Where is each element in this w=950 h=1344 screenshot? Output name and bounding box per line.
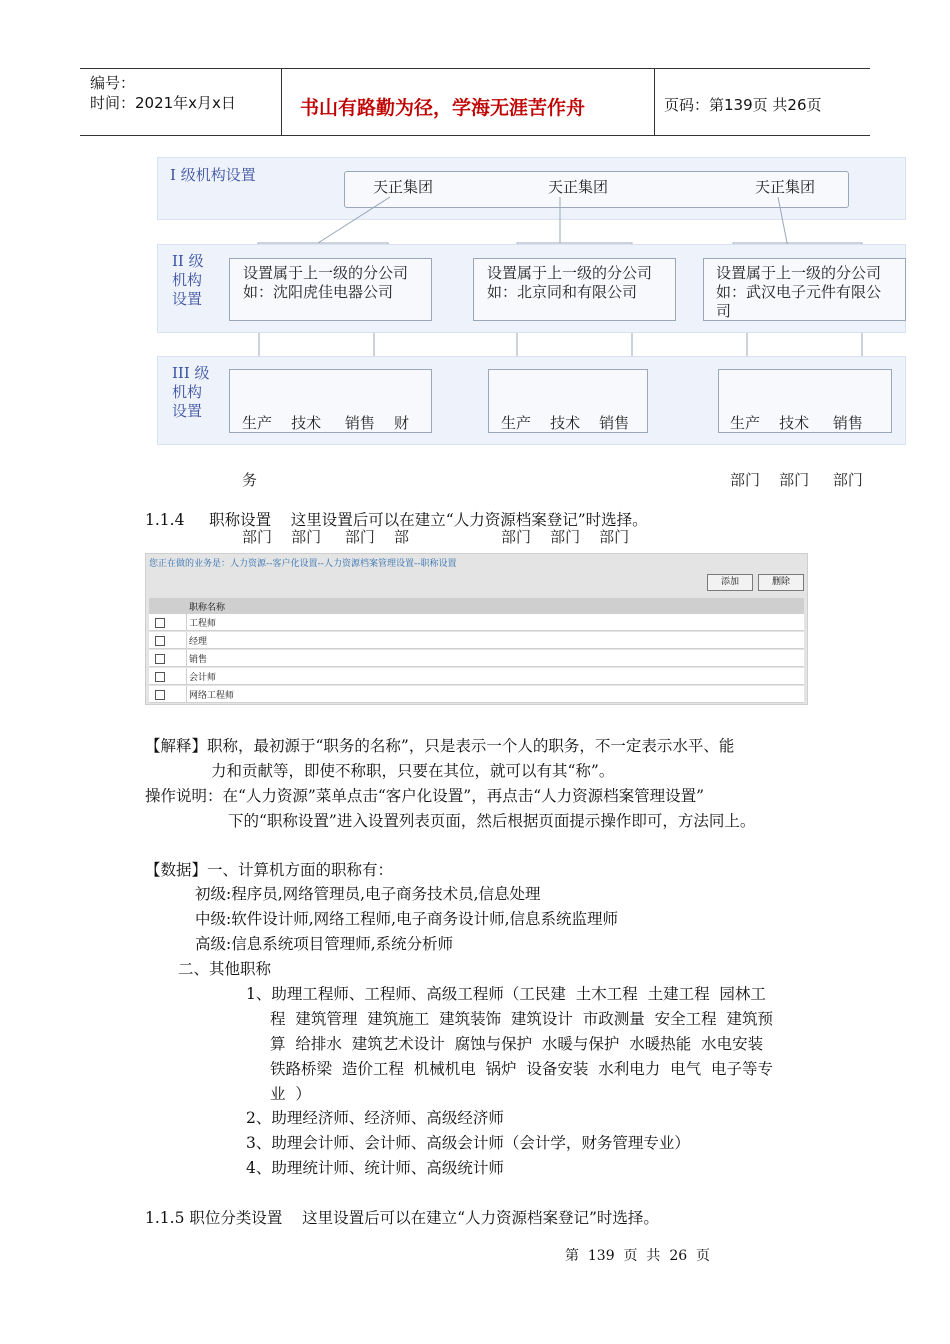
data-senior: 高级:信息系统项目管理师,系统分析师 xyxy=(195,935,454,953)
box-line: 设置属于上一级的分公司 xyxy=(243,264,409,282)
box-line: 生产 技术 销售 xyxy=(730,414,863,432)
item1-line: 1、助理工程师、工程师、高级工程师（工民建 土木工程 土建工程 园林工 xyxy=(246,985,766,1003)
header-page-info: 页码：第139页 共26页 xyxy=(664,96,822,114)
box-line: 部门 部门 部门 部 xyxy=(242,528,409,546)
item3: 3、助理会计师、会计师、高级会计师（会计学，财务管理专业） xyxy=(246,1134,690,1152)
explanation-line: 力和贡献等，即使不称职，只要在其位，就可以有其“称”。 xyxy=(211,762,615,780)
row-title: 工程师 xyxy=(189,619,217,629)
table-row[interactable] xyxy=(149,632,804,649)
row-checkbox[interactable] xyxy=(155,618,165,628)
box-line: 设置属于上一级的分公司 xyxy=(716,264,882,282)
row-title: 经理 xyxy=(189,637,208,647)
level2-box-text xyxy=(487,264,652,302)
table-row[interactable] xyxy=(149,650,804,667)
add-button[interactable]: 添加 xyxy=(707,574,753,591)
cell-separator xyxy=(186,686,187,702)
item1-line: 业 ） xyxy=(270,1085,311,1103)
box-line: 生产 技术 销售 xyxy=(501,414,630,432)
item4: 4、助理统计师、统计师、高级统计师 xyxy=(246,1159,504,1177)
row-checkbox[interactable] xyxy=(155,690,165,700)
box-line: 如：北京同和有限公司 xyxy=(487,283,638,301)
document-date: 时间：2021年x月x日 xyxy=(90,94,236,112)
operation-line: 操作说明：在“人力资源”菜单点击“客户化设置”，再点击“人力资源档案管理设置” xyxy=(145,787,705,805)
cell-separator xyxy=(186,632,187,648)
cell-separator xyxy=(186,614,187,630)
data-title: 【数据】一、计算机方面的职称有： xyxy=(145,861,394,879)
level2-label-line: 设置 xyxy=(172,290,203,308)
other-titles-heading: 二、其他职称 xyxy=(178,960,272,978)
level3-label-line: 设置 xyxy=(172,402,203,420)
document-number: 编号： xyxy=(90,74,136,92)
box-line: 生产 技术 销售 财 xyxy=(242,414,409,432)
operation-line: 下的“职称设置”进入设置列表页面，然后根据页面提示操作即可，方法同上。 xyxy=(228,812,756,830)
row-checkbox[interactable] xyxy=(155,672,165,682)
cell-separator xyxy=(186,668,187,684)
cell-separator xyxy=(186,650,187,666)
row-title: 网络工程师 xyxy=(189,691,235,701)
level2-label-line: II 级 xyxy=(172,252,204,270)
level3-label xyxy=(172,364,210,421)
item1-line: 程 建筑管理 建筑施工 建筑装饰 建筑设计 市政测量 安全工程 建筑预 xyxy=(270,1010,773,1028)
table-header-row xyxy=(149,598,804,615)
level1-item: 天正集团 xyxy=(373,178,434,196)
row-checkbox[interactable] xyxy=(155,636,165,646)
box-line: 如：沈阳虎佳电器公司 xyxy=(243,283,394,301)
item1-line: 铁路桥梁 造价工程 机械机电 锅炉 设备安装 水利电力 电气 电子等专 xyxy=(270,1060,773,1078)
level3-label-line: 机构 xyxy=(172,383,203,401)
data-middle: 中级:软件设计师,网络工程师,电子商务设计师,信息系统监理师 xyxy=(195,910,619,928)
level2-label xyxy=(172,252,204,309)
data-junior: 初级:程序员,网络管理员,电子商务技术员,信息处理 xyxy=(195,885,541,903)
section-115-heading: 1.1.5 职位分类设置 这里设置后可以在建立“人力资源档案登记”时选择。 xyxy=(145,1209,659,1227)
row-checkbox[interactable] xyxy=(155,654,165,664)
table-row[interactable] xyxy=(149,668,804,685)
level2-label-line: 机构 xyxy=(172,271,203,289)
box-line: 务 xyxy=(242,471,258,489)
level1-item: 天正集团 xyxy=(548,178,609,196)
header-motto: 书山有路勤为径，学海无涯苦作舟 xyxy=(300,97,586,119)
page-footer: 第 139 页 共 26 页 xyxy=(565,1248,711,1264)
item1-line: 算 给排水 建筑艺术设计 腐蚀与保护 水暖与保护 水暖热能 水电安装 xyxy=(270,1035,764,1053)
breadcrumb: 您正在做的业务是：人力资源--客户化设置--人力资源档案管理设置--职称设置 xyxy=(149,559,457,569)
item2: 2、助理经济师、经济师、高级经济师 xyxy=(246,1109,504,1127)
level1-label: I 级机构设置 xyxy=(170,166,256,184)
section-114-heading: 1.1.4 职称设置 这里设置后可以在建立“人力资源档案登记”时选择。 xyxy=(145,511,648,529)
box-line: 部门 部门 部门 xyxy=(730,471,863,489)
title-settings-screenshot xyxy=(145,553,808,705)
box-line xyxy=(501,471,629,490)
table-row[interactable] xyxy=(149,614,804,631)
row-title: 销售 xyxy=(189,655,208,665)
level1-item: 天正集团 xyxy=(755,178,816,196)
row-title: 会计师 xyxy=(189,673,217,683)
level3-label-line: III 级 xyxy=(172,364,210,382)
box-line: 部门 部门 部门 xyxy=(501,528,630,546)
box-line: 司 xyxy=(716,302,732,320)
explanation-line: 【解释】职称，最初源于“职务的名称”，只是表示一个人的职务，不一定表示水平、能 xyxy=(145,737,735,755)
level2-box-text xyxy=(716,264,881,321)
table-row[interactable] xyxy=(149,686,804,703)
level3-box-text xyxy=(730,376,863,528)
box-line: 如：武汉电子元件有限公 xyxy=(716,283,882,301)
box-line: 设置属于上一级的分公司 xyxy=(487,264,653,282)
delete-button[interactable]: 删除 xyxy=(758,574,804,591)
column-header-title: 职称名称 xyxy=(189,603,226,613)
level2-box-text xyxy=(243,264,408,302)
